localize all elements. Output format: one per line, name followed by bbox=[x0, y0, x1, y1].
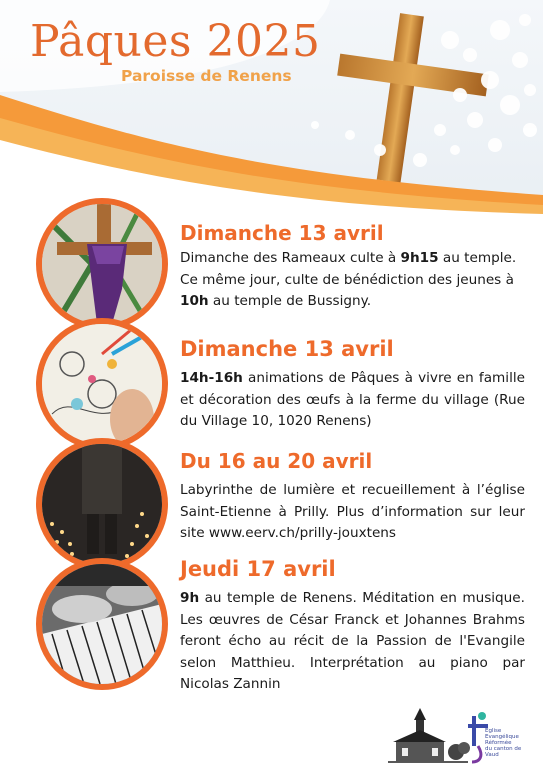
photo-children-drawing bbox=[36, 318, 168, 450]
event-title: Du 16 au 20 avril bbox=[180, 449, 373, 473]
event-4 bbox=[180, 556, 525, 696]
event-title: Jeudi 17 avril bbox=[180, 557, 336, 581]
page-subtitle: Paroisse de Renens bbox=[121, 67, 292, 85]
photo-labyrinth-candles bbox=[36, 438, 168, 570]
photo-piano-hands bbox=[36, 558, 168, 690]
photo-palm-cross bbox=[36, 198, 168, 330]
event-2 bbox=[180, 336, 525, 433]
event-description: 9h au temple de Renens. Méditation en musique. Les œuvres de César Franck et Johannes Brahms feront écho au récit de la Passion de l'Evangile selon Matthieu. Interprétation au piano par Nicolas Zannin bbox=[180, 590, 525, 692]
eerv-label: Eglise Evangélique Réformée du canton de Vaud bbox=[485, 728, 522, 758]
event-description: Labyrinthe de lumière et recueillement à l’église Saint-Etienne à Prilly. Plus d’information sur leur site www.eerv.ch/prilly-jouxtens bbox=[180, 482, 525, 541]
event-title: Dimanche 13 avril bbox=[180, 337, 394, 361]
church-logo-icon bbox=[388, 708, 470, 762]
event-1 bbox=[180, 220, 525, 313]
event-description: Dimanche des Rameaux culte à 9h15 au temple. Ce même jour, culte de bénédiction des jeunes à 10h au temple de Bussigny. bbox=[180, 250, 517, 309]
event-description: 14h-16h animations de Pâques à vivre en famille et décoration des œufs à la ferme du village (Rue du Village 10, 1020 Renens) bbox=[180, 370, 525, 429]
page-title: Pâques 2025 bbox=[30, 16, 321, 67]
header-banner bbox=[0, 0, 543, 230]
event-title: Dimanche 13 avril bbox=[180, 221, 384, 245]
event-3 bbox=[180, 448, 525, 545]
